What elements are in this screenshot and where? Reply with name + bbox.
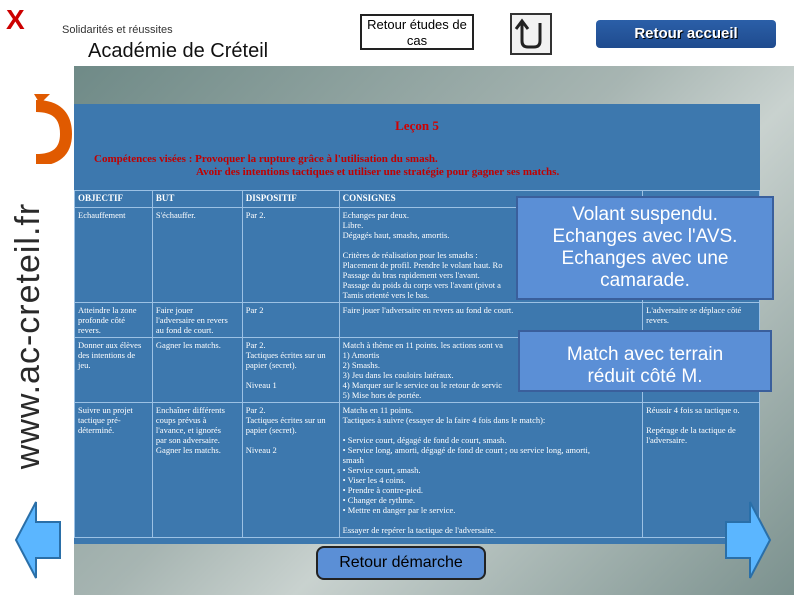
- cell-line: Atteindre la zone: [78, 305, 137, 315]
- cell-line: l'avance, et ignorés: [155, 425, 221, 435]
- retour-accueil-button[interactable]: Retour accueil: [596, 20, 776, 48]
- cell-line: Par 2.: [245, 210, 266, 220]
- cell-line: l'adversaire en revers: [155, 315, 228, 325]
- cell-line: Donner aux élèves: [78, 340, 142, 350]
- cell-line: des intentions de: [78, 350, 136, 360]
- overlay-line: réduit côté M.: [587, 366, 703, 387]
- cell-line: jeu.: [78, 360, 91, 370]
- table-cell-but: [152, 303, 242, 338]
- cell-line: au fond de court.: [155, 325, 214, 335]
- cell-line: Par 2.: [245, 405, 266, 415]
- cell-line: L'adversaire se déplace côté: [646, 305, 742, 315]
- cell-line: revers.: [78, 325, 101, 335]
- cell-line: • Prendre à contre-pied.: [342, 485, 424, 495]
- cell-line: [646, 415, 756, 425]
- cell-line: Libre.: [342, 220, 364, 230]
- cell-line: • Service court, dégagé de fond de court, smash.: [342, 435, 507, 445]
- header-dispositif: DISPOSITIF: [242, 191, 339, 208]
- cell-line: 4) Marquer sur le service ou le retour de servic: [342, 380, 502, 390]
- table-cell-but: [152, 338, 242, 403]
- overlay-line: Match avec terrain: [566, 344, 724, 365]
- table-cell-dispositif: [242, 338, 339, 403]
- cell-line: 2) Smashs.: [342, 360, 380, 370]
- cell-line: Passage du poids du corps vers l'avant (pivot a: [342, 280, 501, 290]
- subtitle: Solidarités et réussites: [62, 24, 173, 36]
- cell-line: l'adversaire.: [646, 435, 688, 445]
- cell-line: Tactiques écrites sur un: [245, 350, 326, 360]
- cell-line: Gagner les matchs.: [155, 340, 221, 350]
- table-cell-but: [152, 208, 242, 303]
- top-bar: [0, 0, 794, 66]
- overlay-match: [518, 330, 772, 392]
- table-cell-dispositif: [242, 403, 339, 538]
- cell-line: Faire jouer l'adversaire en revers au fond de court.: [342, 305, 514, 315]
- cell-line: déterminé.: [78, 425, 115, 435]
- table-cell-consignes: [339, 403, 642, 538]
- lesson-title: Leçon 5: [395, 118, 439, 133]
- table-cell-objectif: [75, 338, 153, 403]
- cell-line: Match à thème en 11 points. les actions sont va: [342, 340, 503, 350]
- cell-line: Placement de profil. Prendre le volant haut. Ro: [342, 260, 503, 270]
- close-icon[interactable]: X: [6, 4, 25, 35]
- header-objectif: OBJECTIF: [75, 191, 153, 208]
- arrow-left-icon[interactable]: [14, 500, 62, 580]
- header-consignes: CONSIGNES: [339, 191, 642, 208]
- cell-line: Dégagés haut, smashs, amortis.: [342, 230, 450, 240]
- competences-line-1: Compétences visées : Provoquer la rupture grâce à l'utilisation du smash.: [94, 153, 438, 165]
- header-but: BUT: [152, 191, 242, 208]
- cell-line: Echauffement: [78, 210, 126, 220]
- cell-line: coups prévus à: [155, 415, 207, 425]
- cell-line: Faire jouer: [155, 305, 193, 315]
- cell-line: Essayer de repérer la tactique de l'adversaire.: [342, 525, 496, 535]
- cell-line: Echanges par deux.: [342, 210, 409, 220]
- cell-line: • Mettre en danger par le service.: [342, 505, 456, 515]
- table-cell-but: [152, 403, 242, 538]
- cell-line: Par 2.: [245, 340, 266, 350]
- cell-line: papier (secret).: [245, 425, 297, 435]
- cell-line: Gagner les matchs.: [155, 445, 221, 455]
- cell-line: • Service long, amorti, dégagé de fond de court ; ou service long, amorti,: [342, 445, 590, 455]
- cell-line: Enchaîner différents: [155, 405, 225, 415]
- cell-line: Niveau 2: [245, 445, 277, 455]
- cell-line: Niveau 1: [245, 380, 277, 390]
- cell-line: Tamis orienté vers le bas.: [342, 290, 430, 300]
- table-cell-objectif: [75, 208, 153, 303]
- overlay-line: camarade.: [600, 270, 690, 291]
- cell-line: 1) Amortis: [342, 350, 380, 360]
- overlay-volant: [516, 196, 774, 300]
- retour-demarche-button[interactable]: Retour démarche: [316, 546, 486, 580]
- vertical-url: www.ac-creteil.fr: [9, 202, 47, 470]
- cell-line: Critères de réalisation pour les smashs :: [342, 250, 478, 260]
- overlay-line: Echanges avec une: [561, 248, 729, 269]
- cell-line: • Viser les 4 coins.: [342, 475, 406, 485]
- overlay-line: Echanges avec l'AVS.: [552, 226, 738, 247]
- cell-line: revers.: [646, 315, 670, 325]
- table-cell-objectif: [75, 303, 153, 338]
- cell-line: [343, 425, 639, 435]
- cell-line: [246, 435, 336, 445]
- table-cell-objectif: [75, 403, 153, 538]
- logo-e-icon: [6, 94, 72, 164]
- cell-line: [343, 515, 639, 525]
- cell-line: S'échauffer.: [155, 210, 196, 220]
- cell-line: 3) Jeu dans les couloirs latéraux.: [342, 370, 454, 380]
- cell-line: smash: [342, 455, 364, 465]
- cell-line: par son adversaire.: [155, 435, 220, 445]
- cell-line: • Changer de rythme.: [342, 495, 416, 505]
- table-cell-dispositif: [242, 208, 339, 303]
- cell-line: • Service court, smash.: [342, 465, 421, 475]
- cell-line: Suivre un projet: [78, 405, 133, 415]
- cell-line: Matchs en 11 points.: [342, 405, 414, 415]
- back-icon[interactable]: [510, 13, 552, 55]
- cell-line: [246, 370, 336, 380]
- cell-line: profonde côté: [78, 315, 125, 325]
- table-row: [75, 403, 760, 538]
- academie-title: Académie de Créteil: [88, 40, 269, 62]
- table-cell-dispositif: [242, 303, 339, 338]
- cell-line: Tactiques à suivre (essayer de la faire 4 fois dans le match):: [342, 415, 546, 425]
- cell-line: Passage du bras rapidement vers l'avant.: [342, 270, 480, 280]
- arrow-right-icon[interactable]: [724, 500, 772, 580]
- cell-line: Réussir 4 fois sa tactique o.: [646, 405, 740, 415]
- cell-line: Tactiques écrites sur un: [245, 415, 326, 425]
- cell-line: Par 2: [245, 305, 264, 315]
- competences-line-2: Avoir des intentions tactiques et utiliser une stratégie pour gagner ses matchs.: [196, 166, 560, 178]
- cell-line: 5) Mise hors de portée.: [342, 390, 422, 400]
- cell-line: tactique pré-: [78, 415, 121, 425]
- overlay-line: Volant suspendu.: [572, 204, 718, 225]
- retour-etudes-button[interactable]: Retour études de cas: [360, 14, 474, 50]
- lesson-document: [74, 104, 760, 544]
- cell-line: Repérage de la tactique de: [646, 425, 736, 435]
- cell-line: papier (secret).: [245, 360, 297, 370]
